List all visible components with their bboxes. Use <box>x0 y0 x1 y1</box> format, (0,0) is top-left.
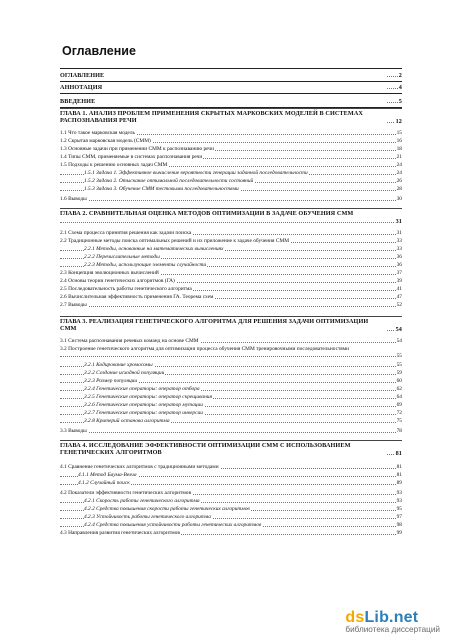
toc-entry-page: 18 <box>396 146 402 152</box>
toc-entry-title: 4.2.2 Средства повышения скорости работы генетических алгоритмов <box>84 506 250 512</box>
toc-entry-page: 31 <box>396 230 402 236</box>
toc-entry-page: 54 <box>396 338 402 344</box>
toc-entry-page: 99 <box>396 530 402 536</box>
toc-entry-title: 1.5.2 Задача 2. Отыскание оптимальной последовательности состояний <box>84 178 254 184</box>
toc-entry-page: 60 <box>396 378 402 384</box>
toc-leader-dots <box>60 200 402 201</box>
toc-entry-page: 95 <box>396 506 402 512</box>
toc-leader-dots <box>60 306 402 307</box>
toc-entry-title: 4.2.4 Средства повышения устойчивости работы генетических алгоритмов <box>84 522 262 528</box>
toc-entry-title: ОГЛАВЛЕНИЕ <box>60 72 387 79</box>
toc-entry-title: 4.1 Сравнение генетических алгоритмов с традиционными методами <box>60 464 219 470</box>
toc-entry-page: 55 <box>396 362 402 368</box>
separator-line <box>60 93 402 94</box>
toc-entry-title: 2.6 Вычислительная эффективность применения ГА. Теорема схем <box>60 294 214 300</box>
toc-entry-page: 62 <box>396 386 402 392</box>
toc-entry-title: 4.1.1 Метод Баума-Велча <box>78 472 137 478</box>
toc-entry-title: 2.2 Традиционные методы поиска оптимальных решений и их приложение к задаче обучения СММ <box>60 238 290 244</box>
toc-entry-page: 78 <box>396 428 402 434</box>
toc-entry-title: 3.2.1 Кодирование хромосомы <box>84 362 153 368</box>
toc-entry-page: 81 <box>396 472 402 478</box>
toc-entry-page: 15 <box>396 130 402 136</box>
toc-entry-page: 26 <box>396 178 402 184</box>
separator-line <box>60 68 402 69</box>
toc-leader-dots <box>60 432 402 433</box>
toc-entry-title: 3.2 Построение генетического алгоритма для оптимизации процесса обучения СММ тренировочными последовательностями <box>60 346 387 352</box>
toc-entry-title: ГЛАВА 1. АНАЛИЗ ПРОБЛЕМ ПРИМЕНЕНИЯ СКРЫТЫХ МАРКОВСКИХ МОДЕЛЕЙ В СИСТЕМАХ РАСПОЗНАВАНИЯ РЕЧИ <box>60 110 387 124</box>
toc-entry-page: 36 <box>396 262 402 268</box>
toc-entry-title: 2.7 Выводы <box>60 302 87 308</box>
toc-leader-dots <box>60 356 402 357</box>
toc-entry-page: 93 <box>396 490 402 496</box>
toc-entry-page: 81 <box>396 464 402 470</box>
toc-entry-title: АННОТАЦИЯ <box>60 84 387 91</box>
toc-entry-page: 47 <box>396 294 402 300</box>
toc-entry-title: 2.4 Основы теории генетических алгоритмов (ГА) <box>60 278 175 284</box>
toc-entry-title: ГЛАВА 4. ИССЛЕДОВАНИЕ ЭФФЕКТИВНОСТИ ОПТИМИЗАЦИИ СММ С ИСПОЛЬЗОВАНИЕМ ГЕНЕТИЧЕСКИХ АЛГОРИТМОВ <box>60 442 387 456</box>
toc-entry-page: 12 <box>395 118 402 125</box>
toc-entry-title: ВВЕДЕНИЕ <box>60 98 387 105</box>
separator-line <box>60 108 402 109</box>
toc-entry-page: 30 <box>396 196 402 202</box>
toc-entry-page: 98 <box>396 522 402 528</box>
toc-entry-title: 2.2.2 Перечислительные методы <box>84 254 160 260</box>
toc-entry-title: 3.2.5 Генетические операторы: оператор скрещивания <box>84 394 212 400</box>
toc-entry-page: 21 <box>396 154 402 160</box>
toc-entry-page: 4 <box>398 84 402 91</box>
toc-entry-page: 54 <box>395 326 402 333</box>
toc-entry-title: 2.2.3 Методы, использующие элементы случайности <box>84 262 207 268</box>
toc-entry-page: 24 <box>396 162 402 168</box>
toc-entry-page: 24 <box>396 170 402 176</box>
toc-entry-title: ГЛАВА 3. РЕАЛИЗАЦИЯ ГЕНЕТИЧЕСКОГО АЛГОРИТМА ДЛЯ РЕШЕНИЯ ЗАДАЧИ ОПТИМИЗАЦИИ СММ <box>60 318 387 332</box>
toc-entry-title: 3.2.7 Генетические операторы: оператор инверсии <box>84 410 203 416</box>
toc-entry-page: 31 <box>395 218 402 225</box>
toc-entry-title: 2.3 Концепция эволюционных вычислений <box>60 270 159 276</box>
toc-entry-page: 69 <box>396 402 402 408</box>
toc-entry-title: 4.1.2 Случайный поиск <box>78 480 130 486</box>
separator-line <box>60 440 402 441</box>
toc-leader-dots <box>60 222 402 223</box>
toc-entry-page: 37 <box>396 270 402 276</box>
toc-entry-page: 33 <box>396 246 402 252</box>
toc-entry-title: 1.5.3 Задача 3. Обучение СММ тестовыми последовательностями <box>84 186 239 192</box>
toc-entry-page: 89 <box>396 480 402 486</box>
dslib-watermark[interactable] <box>345 609 440 634</box>
toc-entry-title: 2.1 Схема процесса принятия решения как задачи поиска <box>60 230 192 236</box>
toc-entry-title: 1.5 Подходы к решению основных задач СММ <box>60 162 168 168</box>
toc-entry-title: 1.3 Основные задачи при применении СММ к распознаванию речи <box>60 146 215 152</box>
toc-entry-title: 4.2 Показатели эффективности генетических алгоритмов <box>60 490 192 496</box>
toc-entry-title: 1.1 Что такое марковская модель <box>60 130 135 136</box>
toc-entry-title: 4.2.3 Устойчивость работы генетического алгоритма <box>84 514 211 520</box>
toc-entry-title: 3.1 Система распознавания речевых команд на основе СММ <box>60 338 199 344</box>
dslib-logo: dsLib.net <box>345 609 419 626</box>
toc-entry-page: 41 <box>396 286 402 292</box>
toc-entry-title: 2.5 Последовательность работы генетического алгоритма <box>60 286 192 292</box>
toc-entry-page: 2 <box>398 72 402 79</box>
toc-entry-title: ГЛАВА 2. СРАВНИТЕЛЬНАЯ ОЦЕНКА МЕТОДОВ ОПТИМИЗАЦИИ В ЗАДАЧЕ ОБУЧЕНИЯ СММ <box>60 210 387 217</box>
toc-entry-page: 72 <box>396 410 402 416</box>
toc-entry-page: 39 <box>396 278 402 284</box>
toc-entry-page: 52 <box>396 302 402 308</box>
toc-entry-title: 1.6 Выводы <box>60 196 87 202</box>
toc-entry-title: 2.2.1 Методы, основанные на математических вычислениях <box>84 246 224 252</box>
toc-entry-title: 4.3 Направления развития генетических алгоритмов <box>60 530 180 536</box>
toc-entry-title: 1.4 Типы СММ, применяемые в системах распознавания речи <box>60 154 203 160</box>
toc-entry-title: 1.2 Скрытая марковская модель (СММ) <box>60 138 151 144</box>
toc-entry-title: 3.2.3 Размер популяции <box>84 378 138 384</box>
toc-entry-page: 59 <box>396 370 402 376</box>
toc-entry-title: 3.2.4 Генетические операторы: оператор отбора <box>84 386 200 392</box>
toc-entry-page: 5 <box>398 98 402 105</box>
toc-entry-page: 16 <box>396 138 402 144</box>
separator-line <box>60 81 402 82</box>
toc-entry-page: 55 <box>396 353 402 359</box>
dslib-tagline: библиотека диссертаций <box>345 625 440 634</box>
toc-entry-title: 3.2.8 Критерий останова алгоритма <box>84 418 170 424</box>
toc-entry-page: 93 <box>396 498 402 504</box>
toc-entry-page: 75 <box>396 418 402 424</box>
toc-entry-title: 3.3 Выводы <box>60 428 87 434</box>
toc-entry-title: 1.5.1 Задача 1. Эффективное вычисление вероятности генерации заданной последовательности <box>84 170 308 176</box>
separator-line <box>60 208 402 209</box>
toc-entry-title: 4.2.1 Скорость работы генетического алгоритма <box>84 498 200 504</box>
toc-entry-title: 3.2.6 Генетические операторы: оператор мутации <box>84 402 203 408</box>
toc-entry-page: 28 <box>396 186 402 192</box>
toc-entry-page: 36 <box>396 254 402 260</box>
toc-entry-page: 64 <box>396 394 402 400</box>
toc-entry-title: 3.2.2 Создание исходной популяции <box>84 370 165 376</box>
toc-entry-page: 97 <box>396 514 402 520</box>
toc-entry-page: 81 <box>395 450 402 457</box>
separator-line <box>60 316 402 317</box>
toc-entry-page: 33 <box>396 238 402 244</box>
page-title: Оглавление <box>62 44 136 58</box>
